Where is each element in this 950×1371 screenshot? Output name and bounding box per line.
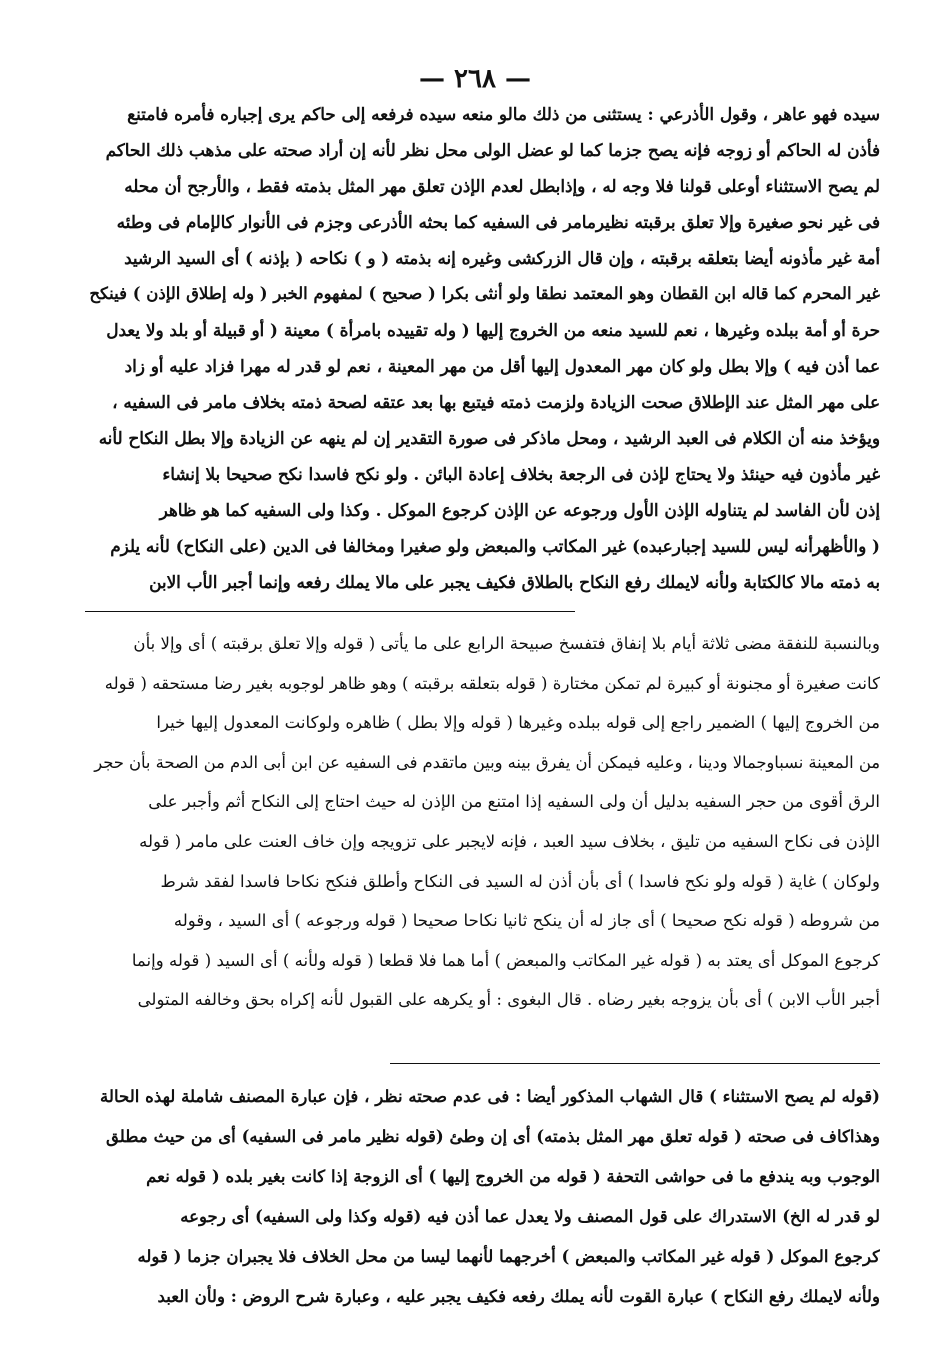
text-line: فى غير نحو صغيرة وإلا تعلق برقبته نظيرمامر فى السفيه كما بحثه الأذرعى وجزم فى الأنوار كالإمام فى وطئه [116,212,880,232]
text-line: (قوله لم يصح الاستثناء ) قال الشهاب المذكور أيضا : فى عدم صحته نظر ، فإن عبارة المصنف شاملة لهذه الحالة [100,1086,880,1106]
text-line: لو قدر له الخ) الاستدراك على قول المصنف ولا يعدل عما أذن فيه (قوله وكذا ولى السفيه) أى رجوعه [180,1206,880,1226]
text-line: كرجوع الموكل ( قوله غير المكاتب والمبعض ) أخرجهما لأنهما ليسا من محل الخلاف فلا يجبران جزما ( قوله [137,1246,880,1266]
commentary-second [85,1076,880,1316]
text-line: كرجوع الموكل أى يعتد به ( قوله غير المكاتب والمبعض ) أما هما فلا قطعا ( قوله ولأنه ) أى السيد ( قوله وإنما [131,950,880,970]
text-line: أمة غير مأذونه أيضا بتعلقه برقبته ، وإن قال الزركشى وغيره إنه بذمته ( و ) نكاحه ( بإذنه ) أى السيد الرشيد [124,248,880,268]
page-number: — ٢٦٨ — [418,64,532,94]
text-line: ويؤخذ منه أن الكلام فى العبد الرشيد ، ومحل ماذكر فى صورة التقدير إن لم ينهه عن الزيادة وإلا بطل النكاح لأنه [98,428,880,448]
text-line: وهذاكاف فى صحته ( قوله تعلق مهر المثل بذمته) أى إن وطئ (قوله نظير مامر فى السفيه) أى من حيث مطلق [105,1126,880,1146]
text-line: غير مأذون فيه حينئذ ولا يحتاج لإذن فى الرجعة بخلاف إعادة البائن . ولو نكح فاسدا نكح صحيحا بلا إنشاء [162,464,880,484]
main-text [85,96,880,600]
text-line: الإذن فى نكاح السفيه من تليق ، بخلاف سيد العبد ، فإنه لايجبر على تزويجه وإن خاف العنت على مامر ( قوله [139,831,880,851]
text-line: حرة أو أمة ببلده وغيرها ، نعم للسيد منعه من الخروج إليها ( وله تقييده بامرأة ) معينة ( أو قبيلة أو بلد ولا يعدل [106,320,880,340]
text-line: الرق أقوى من حجر السفيه بدليل أن ولى السفيه إذا امتنع من الإذن له حيث احتاج إلى النكاح أثم وأجبر على [148,792,880,812]
text-line: من المعينة نسباوجمالا ودينا ، وعليه فيمكن أن يفرق بينه وبين ماتقدم فى السفيه عن ابن أبى الدم من الصحة بأن حجر [94,752,880,772]
section-divider [390,1063,880,1064]
text-line: أجبر الأب الابن ) أى بأن يزوجه بغير رضاه . قال البغوى : أو يكرهه على القبول لأنه إكراه بحق وخالفه المتولى [137,990,880,1010]
text-line: من شروطه ( قوله نكح صحيحا ) أى جاز له أن ينكح ثانيا نكاحا صحيحا ( قوله ورجوعه ) أى السيد ، وقوله [173,911,880,931]
text-line: سيده فهو عاهر ، وقول الأذرعي : يستثنى من ذلك مالو منعه سيده فرفعه إلى حاكم يرى إجباره فأمره فامتنع [127,104,880,124]
text-line: الوجوب وبه يندفع ما فى حواشى التحفة ( قوله من الخروج إليها ) أى الزوجة إذا كانت بغير بلده ( قوله نعم [146,1166,880,1186]
text-line: من الخروج إليها ) الضمير راجع إلى قوله ببلده وغيرها ( قوله وإلا بطل ) ظاهره ولوكانت المعدول إليها خيرا [156,713,880,733]
text-line: فأذن له الحاكم أو زوجه فإنه يصح جزما كما لو عضل الولى محل نظر لأنه إن أراد صحته على مذهب ذلك الحاكم [105,140,880,160]
text-line: به ذمته مالا كالكتابة ولأنه لايملك رفع النكاح بالطلاق فكيف يجبر على مالا يملك رفعه وإنما أجبر الأب الابن [149,572,880,592]
text-line: غير المحرم كما قاله ابن القطان وهو المعتمد نطقا ولو أنثى بكرا ( صحيح ) لمفهوم الخبر ( وله إطلاق الإذن ) فينكح [89,284,880,303]
commentary-first [85,624,880,1020]
text-line: إذن لأن الفاسد لم يتناوله الإذن الأول ورجوعه عن الإذن كرجوع الموكل . وكذا ولى السفيه كما هو ظاهر [159,500,880,520]
text-line: ( والأظهرأنه ليس للسيد إجبارعبده) غير المكاتب والمبعض ولو صغيرا ومخالفا فى الدين (على النكاح) لأنه يلزم [110,536,880,556]
section-divider [85,611,575,612]
text-line: ولوكان ) غاية ( قوله ولو نكح فاسدا ) أى بأن أذن له السيد فى النكاح وأطلق فنكح نكاحا فاسدا لفقد شرط [160,871,880,891]
text-line: على مهر المثل عند الإطلاق صحت الزيادة ولزمت ذمته فيتبع بها بعد عتقه لصحة ذمته بخلاف مامر فى السفيه ، [112,392,880,412]
text-line: وبالنسبة للنفقة مضى ثلاثة أيام بلا إنفاق فتفسخ صبيحة الرابع على ما يأتى ( قوله وإلا تعلق برقبته ) أى وإلا بأن [133,634,880,653]
text-line: كانت صغيرة أو مجنونة أو كبيرة لم تمكن مختارة ( قوله بتعلقه برقبته ) وهو ظاهر لوجوبه بغير رضا مستحقه ( قوله [104,673,880,693]
text-line: عما أذن فيه ) وإلا بطل ولو كان مهر المعدول إليها أقل من مهر المعينة ، نعم لو قدر له مهرا فزاد عليه أو زاد [124,356,880,376]
text-line: لم يصح الاستثناء أوعلى قولنا فلا وجه له ، وإذابطل لعدم الإذن تعلق مهر المثل بذمته فقط ، والأرجح أن محله [124,176,880,196]
text-line: ولأنه لايملك رفع النكاح ) عبارة القوت لأنه يملك رفعه فكيف يجبر عليه ، وعبارة شرح الروض : ولأن العبد [157,1286,880,1306]
